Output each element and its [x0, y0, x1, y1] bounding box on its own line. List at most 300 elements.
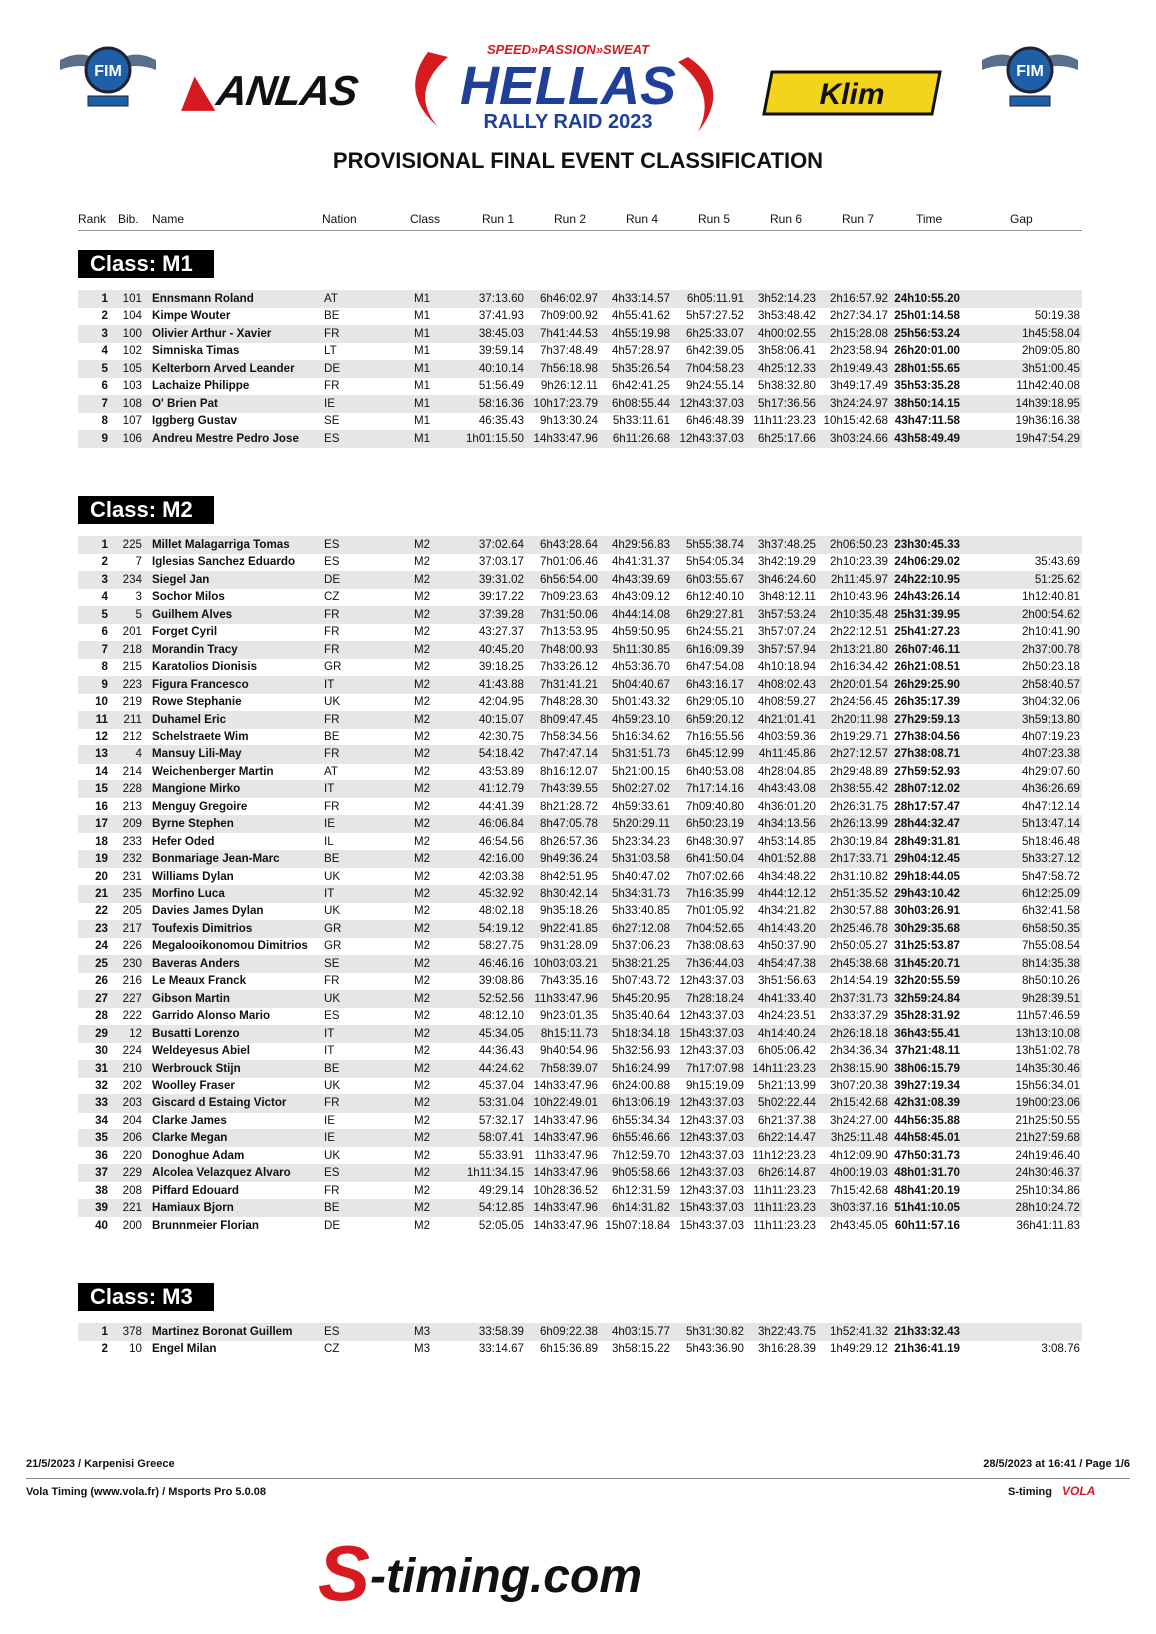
col-run6: Run 6 [770, 212, 803, 226]
table-row [78, 815, 1082, 833]
cell-rank: 5 [101, 607, 108, 621]
svg-text:FIM: FIM [94, 63, 122, 80]
table-row [78, 1340, 1082, 1358]
cell-gap: 9h28:39.51 [1021, 991, 1080, 1005]
cell-class: M2 [414, 1218, 431, 1232]
cell-time: 21h36:41.19 [894, 1342, 960, 1356]
fim-europe-logo [58, 40, 158, 112]
cell-name: Iglesias Sanchez Eduardo [152, 555, 296, 569]
cell-name: Mangione Mirko [152, 782, 241, 796]
cell-class: M2 [414, 1166, 431, 1180]
cell-run2: 9h23:01.35 [539, 1009, 598, 1023]
cell-nation: ES [324, 555, 340, 569]
cell-time: 38h06:15.79 [894, 1061, 960, 1075]
event-date-place: 21/5/2023 / Karpenisi Greece [26, 1458, 175, 1470]
cell-run1: 42:03.38 [478, 869, 524, 883]
table-row [78, 571, 1082, 589]
cell-class: M3 [414, 1342, 431, 1356]
cell-gap: 24h30:46.37 [1015, 1166, 1080, 1180]
table-row [78, 833, 1082, 851]
cell-gap: 36h41:11.83 [1016, 1218, 1080, 1232]
cell-rank: 7 [101, 396, 108, 410]
cell-nation: ES [324, 1166, 340, 1180]
cell-run1: 46:35.43 [478, 414, 524, 428]
cell-run1: 37:03.17 [478, 555, 524, 569]
cell-nation: BE [324, 1061, 340, 1075]
cell-run4: 6h14:31.82 [611, 1201, 670, 1215]
table-row [78, 745, 1082, 763]
cell-run5: 7h28:18.24 [685, 991, 744, 1005]
cell-time: 31h25:53.87 [894, 939, 960, 953]
table-row [78, 641, 1082, 659]
logo-banner [0, 18, 1156, 133]
cell-run1: 49:29.14 [478, 1183, 524, 1197]
cell-run2: 8h42:51.95 [539, 869, 598, 883]
cell-class: M1 [414, 326, 431, 340]
cell-run1: 39:31.02 [478, 572, 524, 586]
cell-run1: 44:24.62 [478, 1061, 524, 1075]
svg-text:S: S [318, 1530, 371, 1617]
table-row [78, 1217, 1082, 1235]
cell-gap: 1h12:40.81 [1021, 590, 1080, 604]
cell-run7: 2h15:28.08 [829, 326, 888, 340]
cell-run1: 40:15.07 [478, 712, 524, 726]
cell-run4: 5h20:29.11 [612, 817, 670, 831]
cell-run5: 6h03:55.67 [685, 572, 744, 586]
cell-time: 24h22:10.95 [894, 572, 960, 586]
cell-run2: 14h33:47.96 [533, 431, 598, 445]
cell-bib: 100 [122, 326, 142, 340]
cell-run2: 9h35:18.26 [539, 904, 598, 918]
cell-run2: 7h58:34.56 [539, 729, 598, 743]
cell-run7: 2h30:19.84 [829, 834, 888, 848]
cell-run2: 9h22:41.85 [539, 921, 598, 935]
cell-gap: 8h50:10.26 [1021, 974, 1080, 988]
cell-run4: 5h01:43.32 [611, 695, 670, 709]
cell-rank: 35 [95, 1131, 108, 1145]
cell-run5: 7h16:55.56 [685, 729, 744, 743]
cell-run5: 6h46:48.39 [685, 414, 744, 428]
table-row [78, 307, 1082, 325]
cell-run5: 12h43:37.03 [679, 1096, 744, 1110]
cell-bib: 206 [122, 1131, 142, 1145]
cell-gap: 13h13:10.08 [1015, 1026, 1080, 1040]
cell-nation: CZ [324, 1342, 340, 1356]
table-row [78, 1042, 1082, 1060]
cell-run7: 2h45:38.68 [829, 956, 888, 970]
cell-run6: 4h34:13.56 [757, 817, 816, 831]
cell-name: Garrido Alonso Mario [152, 1009, 271, 1023]
cell-run4: 4h33:14.57 [611, 292, 670, 305]
klim-logo [762, 70, 942, 116]
cell-gap: 21h27:59.68 [1015, 1131, 1080, 1145]
cell-run4: 4h55:19.98 [611, 326, 670, 340]
cell-gap: 51:25.62 [1034, 572, 1080, 586]
cell-run2: 8h30:42.14 [539, 887, 598, 900]
cell-gap: 2h10:41.90 [1021, 625, 1080, 639]
cell-run2: 10h22:49.01 [533, 1096, 598, 1110]
cell-time: 48h01:31.70 [894, 1166, 960, 1180]
cell-name: Weldeyesus Abiel [152, 1044, 250, 1058]
col-run2: Run 2 [554, 212, 587, 226]
col-bib: Bib. [118, 212, 139, 226]
cell-nation: DE [324, 361, 341, 375]
table-row [78, 342, 1082, 360]
cell-name: Morandin Tracy [152, 642, 238, 656]
cell-name: Giscard d Estaing Victor [152, 1096, 287, 1110]
cell-run1: 51:56.49 [478, 379, 524, 393]
cell-name: Byrne Stephen [152, 817, 234, 831]
cell-run7: 2h24:56.45 [829, 695, 888, 709]
cell-run5: 7h09:40.80 [685, 799, 744, 813]
cell-time: 27h38:04.56 [894, 729, 960, 743]
cell-name: Weichenberger Martin [152, 764, 274, 778]
cell-class: M2 [414, 1009, 431, 1023]
anlas-logo: ◣ANLAS [182, 67, 361, 114]
cell-gap: 14h35:30.46 [1015, 1061, 1080, 1075]
cell-gap: 15h56:34.01 [1015, 1078, 1080, 1092]
cell-run7: 2h14:54.19 [829, 974, 888, 988]
cell-bib: 212 [122, 729, 142, 743]
cell-run6: 4h44:12.12 [757, 887, 816, 900]
cell-run5: 7h04:58.23 [685, 361, 744, 375]
cell-gap: 2h09:05.80 [1021, 344, 1080, 358]
cell-run4: 5h33:40.85 [611, 904, 670, 918]
cell-run6: 3h57:53.24 [757, 607, 816, 621]
cell-run1: 1h01:15.50 [465, 431, 524, 445]
cell-run2: 10h03:03.21 [533, 956, 598, 970]
cell-nation: SE [324, 956, 340, 970]
cell-run5: 7h07:02.66 [685, 869, 744, 883]
cell-run4: 6h42:41.25 [611, 379, 670, 393]
cell-class: M2 [414, 974, 431, 988]
cell-run6: 5h21:13.99 [757, 1078, 816, 1092]
cell-run1: 38:45.03 [478, 326, 524, 340]
table-row [78, 395, 1082, 413]
cell-run2: 9h26:12.11 [540, 379, 598, 393]
cell-run7: 2h06:50.23 [829, 538, 888, 551]
cell-bib: 233 [122, 834, 142, 848]
cell-gap: 19h00:23.06 [1015, 1096, 1080, 1110]
cell-run5: 6h50:23.19 [685, 817, 744, 831]
cell-run4: 4h59:50.95 [611, 625, 670, 639]
cell-gap: 50:19.38 [1034, 309, 1080, 323]
cell-rank: 2 [101, 1342, 108, 1356]
cell-run5: 6h12:40.10 [685, 590, 744, 604]
cell-run4: 9h05:58.66 [611, 1166, 670, 1180]
table-row [78, 325, 1082, 343]
class-heading: Class: M1 [78, 250, 214, 278]
cell-bib: 205 [122, 904, 142, 918]
cell-run2: 14h33:47.96 [533, 1201, 598, 1215]
cell-run7: 2h38:55.42 [829, 782, 888, 796]
cell-gap: 7h55:08.54 [1021, 939, 1080, 953]
cell-run4: 5h16:24.99 [611, 1061, 670, 1075]
cell-time: 42h31:08.39 [894, 1096, 960, 1110]
cell-nation: FR [324, 974, 340, 988]
cell-run1: 54:19.12 [478, 921, 524, 935]
cell-run4: 4h59:23.10 [611, 712, 670, 726]
cell-nation: CZ [324, 590, 340, 604]
cell-run5: 5h57:27.52 [685, 309, 744, 323]
cell-run2: 9h31:28.09 [539, 939, 598, 953]
table-row [78, 623, 1082, 641]
cell-class: M2 [414, 747, 431, 761]
cell-class: M2 [414, 555, 431, 569]
cell-run2: 14h33:47.96 [533, 1166, 598, 1180]
cell-run6: 3h57:57.94 [757, 642, 816, 656]
table-row [78, 885, 1082, 903]
cell-run6: 4h14:40.24 [757, 1026, 816, 1040]
cell-run4: 6h55:34.34 [611, 1113, 670, 1127]
cell-run7: 2h13:21.80 [829, 642, 888, 656]
cell-name: Mansuy Lili-May [152, 747, 242, 761]
cell-rank: 17 [95, 817, 108, 831]
cell-time: 38h50:14.15 [894, 396, 960, 410]
cell-name: Alcolea Velazquez Alvaro [152, 1166, 291, 1180]
cell-bib: 235 [122, 887, 142, 900]
cell-class: M2 [414, 852, 431, 866]
cell-run5: 12h43:37.03 [679, 1148, 744, 1162]
cell-name: Davies James Dylan [152, 904, 264, 918]
cell-run5: 5h31:30.82 [685, 1325, 744, 1338]
col-name: Name [152, 212, 185, 226]
cell-run4: 4h03:15.77 [611, 1325, 670, 1338]
cell-run1: 33:14.67 [478, 1342, 524, 1356]
cell-run7: 2h16:34.42 [829, 660, 888, 674]
table-row [78, 990, 1082, 1008]
cell-run7: 7h15:42.68 [829, 1183, 888, 1197]
cell-time: 26h20:01.00 [894, 344, 960, 358]
cell-class: M1 [414, 309, 431, 323]
cell-run6: 3h52:14.23 [757, 292, 816, 305]
cell-rank: 36 [95, 1148, 108, 1162]
cell-run4: 15h07:18.84 [605, 1218, 670, 1232]
cell-class: M1 [414, 414, 431, 428]
column-header-row [78, 212, 1082, 231]
cell-gap: 4h07:23.38 [1021, 747, 1080, 761]
col-time: Time [916, 212, 943, 226]
cell-run4: 5h16:34.62 [611, 729, 670, 743]
table-row [78, 1112, 1082, 1130]
cell-time: 32h20:55.59 [894, 974, 960, 988]
cell-run2: 7h09:23.63 [539, 590, 598, 604]
cell-bib: 101 [122, 292, 142, 305]
s-timing-small: S-timing [1008, 1486, 1052, 1498]
cell-run2: 8h15:11.73 [540, 1026, 598, 1040]
cell-run1: 46:46.16 [478, 956, 524, 970]
cell-run7: 2h23:58.94 [829, 344, 888, 358]
cell-run6: 4h10:18.94 [757, 660, 816, 674]
cell-run6: 4h41:33.40 [757, 991, 816, 1005]
cell-run7: 2h30:57.88 [829, 904, 888, 918]
cell-name: Olivier Arthur - Xavier [152, 326, 272, 340]
cell-name: Megalooikonomou Dimitrios [152, 939, 308, 953]
cell-run6: 4h01:52.88 [757, 852, 816, 866]
cell-run1: 48:12.10 [478, 1009, 524, 1023]
cell-run1: 37:41.93 [478, 309, 524, 323]
cell-rank: 2 [101, 309, 108, 323]
cell-bib: 105 [122, 361, 142, 375]
cell-run5: 12h43:37.03 [679, 431, 744, 445]
cell-gap: 5h33:27.12 [1021, 852, 1080, 866]
table-row [78, 868, 1082, 886]
cell-run5: 5h54:05.34 [685, 555, 744, 569]
cell-rank: 12 [95, 729, 108, 743]
cell-run1: 54:18.42 [478, 747, 524, 761]
cell-bib: 217 [122, 921, 142, 935]
cell-run2: 14h33:47.96 [533, 1113, 598, 1127]
cell-run2: 14h33:47.96 [533, 1218, 598, 1232]
cell-bib: 222 [122, 1009, 142, 1023]
cell-class: M2 [414, 1113, 431, 1127]
cell-name: Martinez Boronat Guillem [152, 1325, 293, 1338]
cell-rank: 5 [101, 361, 108, 375]
cell-run2: 7h09:00.92 [539, 309, 598, 323]
cell-run5: 5h55:38.74 [685, 538, 744, 551]
table-row [78, 902, 1082, 920]
cell-run7: 1h52:41.32 [829, 1325, 888, 1338]
cell-run4: 5h33:11.61 [612, 414, 670, 428]
cell-nation: FR [324, 1096, 340, 1110]
cell-run7: 2h51:35.52 [829, 887, 888, 900]
cell-nation: UK [324, 904, 341, 918]
cell-run6: 3h48:12.11 [758, 590, 816, 604]
cell-bib: 213 [122, 799, 142, 813]
cell-class: M2 [414, 817, 431, 831]
cell-run6: 3h51:56.63 [757, 974, 816, 988]
cell-bib: 102 [122, 344, 142, 358]
cell-run1: 41:43.88 [478, 677, 524, 691]
cell-nation: GR [324, 660, 342, 674]
cell-rank: 22 [95, 904, 108, 918]
cell-nation: UK [324, 1148, 341, 1162]
cell-run6: 4h08:59.27 [757, 695, 816, 709]
cell-run5: 7h04:52.65 [685, 921, 744, 935]
cell-run4: 4h55:41.62 [611, 309, 670, 323]
cell-run1: 43:53.89 [478, 764, 524, 778]
cell-run4: 5h32:56.93 [611, 1044, 670, 1058]
cell-nation: IE [324, 396, 335, 410]
cell-run2: 7h43:39.55 [539, 782, 598, 796]
cell-gap: 25h10:34.86 [1015, 1183, 1080, 1197]
cell-bib: 230 [122, 956, 142, 970]
cell-run4: 7h12:59.70 [611, 1148, 670, 1162]
cell-rank: 9 [101, 431, 108, 445]
cell-time: 25h41:27.23 [894, 625, 960, 639]
cell-bib: 7 [135, 555, 142, 569]
cell-run5: 7h17:14.16 [685, 782, 744, 796]
cell-class: M2 [414, 887, 431, 900]
cell-run7: 4h00:19.03 [829, 1166, 888, 1180]
cell-time: 28h01:55.65 [894, 361, 960, 375]
cell-run1: 39:59.14 [478, 344, 524, 358]
cell-class: M1 [414, 344, 431, 358]
cell-run7: 2h26:31.75 [829, 799, 888, 813]
cell-bib: 106 [122, 431, 142, 445]
cell-run6: 11h12:23.23 [752, 1148, 816, 1162]
cell-time: 29h18:44.05 [894, 869, 960, 883]
cell-time: 29h43:10.42 [894, 887, 960, 900]
col-run1: Run 1 [482, 212, 515, 226]
cell-gap: 28h10:24.72 [1015, 1201, 1080, 1215]
cell-run2: 9h49:36.24 [539, 852, 598, 866]
cell-rank: 1 [101, 292, 108, 305]
cell-time: 47h50:31.73 [894, 1148, 960, 1162]
cell-run1: 45:34.05 [478, 1026, 524, 1040]
table-row [78, 553, 1082, 571]
table-row [78, 1077, 1082, 1095]
cell-run5: 7h36:44.03 [685, 956, 744, 970]
cell-run1: 48:02.18 [478, 904, 524, 918]
cell-run4: 4h43:39.69 [611, 572, 670, 586]
cell-bib: 12 [129, 1026, 142, 1040]
cell-gap: 4h36:26.69 [1021, 782, 1080, 796]
cell-rank: 33 [95, 1096, 108, 1110]
table-row [78, 1182, 1082, 1200]
table-row [78, 588, 1082, 606]
cell-rank: 40 [95, 1218, 108, 1232]
cell-class: M2 [414, 1131, 431, 1145]
cell-bib: 229 [122, 1166, 142, 1180]
cell-rank: 14 [95, 764, 108, 778]
cell-run4: 4h41:31.37 [611, 555, 670, 569]
cell-bib: 221 [122, 1201, 142, 1215]
table-row [78, 920, 1082, 938]
cell-nation: IT [324, 677, 335, 691]
cell-time: 24h43:26.14 [894, 590, 960, 604]
cell-bib: 226 [122, 939, 142, 953]
cell-bib: 228 [122, 782, 142, 796]
cell-bib: 10 [129, 1342, 142, 1356]
cell-run6: 3h46:24.60 [757, 572, 816, 586]
cell-run2: 6h15:36.89 [539, 1342, 598, 1356]
cell-run2: 10h17:23.79 [533, 396, 598, 410]
cell-time: 44h58:45.01 [894, 1131, 960, 1145]
footer-divider [26, 1478, 1130, 1479]
cell-rank: 3 [101, 572, 108, 586]
cell-run4: 5h31:03.58 [611, 852, 670, 866]
cell-gap: 4h47:12.14 [1021, 799, 1080, 813]
cell-run4: 4h57:28.97 [611, 344, 670, 358]
cell-run1: 57:32.17 [478, 1113, 524, 1127]
cell-name: Williams Dylan [152, 869, 234, 883]
cell-run7: 2h19:49.43 [829, 361, 888, 375]
cell-name: Le Meaux Franck [152, 974, 247, 988]
cell-class: M2 [414, 607, 431, 621]
cell-nation: FR [324, 642, 340, 656]
table-row [78, 1094, 1082, 1112]
cell-nation: DE [324, 1218, 341, 1232]
cell-run5: 7h16:35.99 [685, 887, 744, 900]
cell-bib: 223 [122, 677, 142, 691]
hellas-rally-raid-logo [398, 32, 738, 142]
cell-run4: 4h43:09.12 [611, 590, 670, 604]
cell-class: M3 [414, 1325, 431, 1338]
cell-nation: FR [324, 799, 340, 813]
cell-nation: IE [324, 1113, 335, 1127]
cell-run2: 7h37:48.49 [539, 344, 598, 358]
cell-name: Werbrouck Stijn [152, 1061, 241, 1075]
svg-text:Klim: Klim [819, 78, 885, 111]
cell-name: Hamiaux Bjorn [152, 1201, 234, 1215]
cell-run5: 6h43:16.17 [685, 677, 744, 691]
cell-bib: 218 [122, 642, 142, 656]
cell-run7: 3h03:24.66 [829, 431, 888, 445]
cell-rank: 6 [101, 625, 108, 639]
cell-class: M2 [414, 660, 431, 674]
cell-rank: 23 [95, 921, 108, 935]
